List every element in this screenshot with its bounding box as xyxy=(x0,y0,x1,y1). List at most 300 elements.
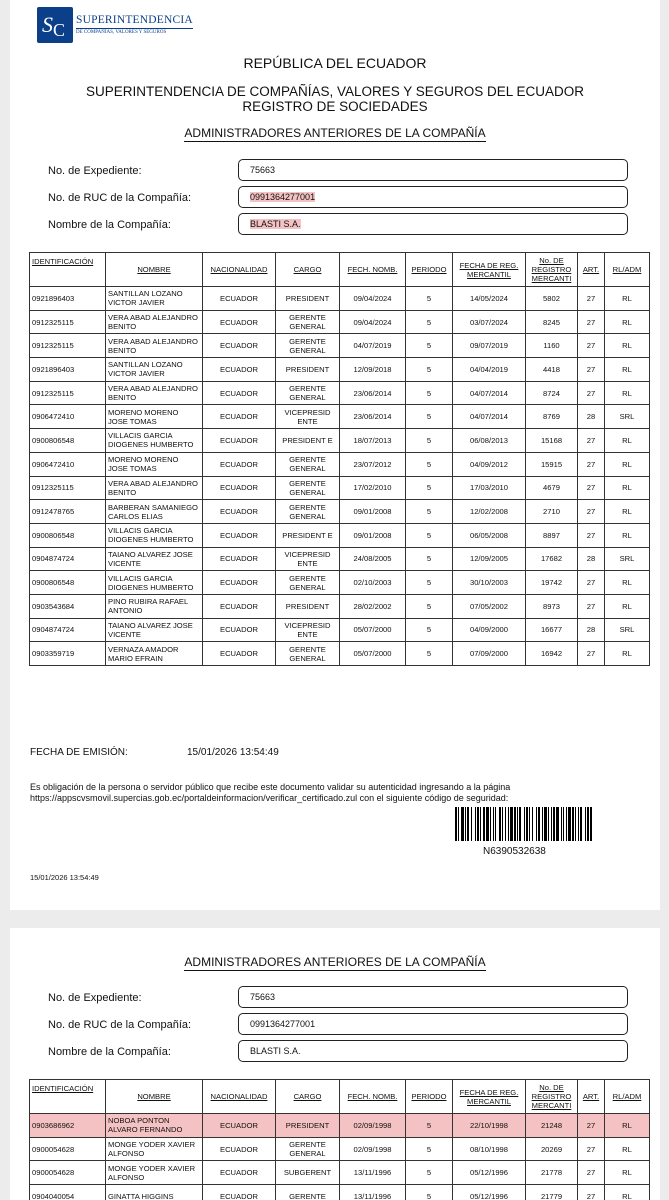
expediente-field xyxy=(238,159,628,181)
table-row xyxy=(30,476,650,500)
cell-periodo: 5 xyxy=(406,1114,453,1138)
barcode-bar xyxy=(483,807,485,841)
cell-fecha-reg: 06/08/2013 xyxy=(453,429,526,453)
cell-fech-nomb: 09/04/2024 xyxy=(340,287,406,311)
header-nombre: NOMBRE xyxy=(106,1080,203,1114)
barcode-bar xyxy=(580,807,582,841)
ruc-value-page-2: 0991364277001 xyxy=(250,1019,316,1029)
cell-fech-nomb: 13/11/1996 xyxy=(340,1185,406,1200)
cell-fecha-reg: 17/03/2010 xyxy=(453,476,526,500)
cell-periodo: 5 xyxy=(406,358,453,382)
table-row xyxy=(30,381,650,405)
verification-note-line1: Es obligación de la persona o servidor público que recibe este documento validar su autenticidad ingresando a la página xyxy=(30,782,511,792)
nombre-field xyxy=(238,213,628,235)
cell-fecha-reg: 09/07/2019 xyxy=(453,334,526,358)
cell-fecha-reg: 12/02/2008 xyxy=(453,500,526,524)
cell-fecha-reg: 08/10/1998 xyxy=(453,1137,526,1161)
cell-nombre: PINO RUBIRA RAFAEL ANTONIO xyxy=(106,594,203,618)
cell-identificacion: 0900806548 xyxy=(30,523,106,547)
cell-identificacion: 0900806548 xyxy=(30,571,106,595)
cell-rl-adm: RL xyxy=(605,381,650,405)
table-row xyxy=(30,287,650,311)
cell-nombre: MORENO MORENO JOSE TOMAS xyxy=(106,452,203,476)
cell-art: 28 xyxy=(578,547,605,571)
cell-no-registro: 15168 xyxy=(526,429,578,453)
cell-nacionalidad: ECUADOR xyxy=(203,642,276,666)
table-row xyxy=(30,405,650,429)
cell-nacionalidad: ECUADOR xyxy=(203,381,276,405)
cell-cargo: GERENTE GENERAL xyxy=(276,452,340,476)
cell-no-registro: 8973 xyxy=(526,594,578,618)
cell-art: 27 xyxy=(578,1114,605,1138)
cell-fecha-reg: 05/12/1996 xyxy=(453,1185,526,1200)
cell-no-registro: 16677 xyxy=(526,618,578,642)
expediente-field-page-2 xyxy=(238,986,628,1008)
cell-fech-nomb: 12/09/2018 xyxy=(340,358,406,382)
cell-nacionalidad: ECUADOR xyxy=(203,358,276,382)
cell-art: 27 xyxy=(578,594,605,618)
cell-periodo: 5 xyxy=(406,642,453,666)
cell-fech-nomb: 24/08/2005 xyxy=(340,547,406,571)
table-row xyxy=(30,429,650,453)
cell-nombre: VILLACIS GARCIA DIOGENES HUMBERTO xyxy=(106,429,203,453)
agency-heading xyxy=(10,84,660,114)
barcode-bar xyxy=(578,807,579,841)
cell-fech-nomb: 23/07/2012 xyxy=(340,452,406,476)
logo-name: SUPERINTENDENCIA xyxy=(76,15,193,29)
header-no-registro: No. DE REGISTRO MERCANTI xyxy=(526,253,578,287)
cell-nacionalidad: ECUADOR xyxy=(203,594,276,618)
cell-fech-nomb: 17/02/2010 xyxy=(340,476,406,500)
table-row xyxy=(30,1137,650,1161)
cell-no-registro: 21248 xyxy=(526,1114,578,1138)
cell-no-registro: 20269 xyxy=(526,1137,578,1161)
cell-nombre: MONGE YODER XAVIER ALFONSO xyxy=(106,1137,203,1161)
barcode-bar xyxy=(502,807,503,841)
cell-nombre: NOBOA PONTON ALVARO FERNANDO xyxy=(106,1114,203,1138)
barcode-bar xyxy=(548,807,549,841)
header-nacionalidad: NACIONALIDAD xyxy=(203,1080,276,1114)
cell-nacionalidad: ECUADOR xyxy=(203,547,276,571)
cell-cargo: PRESIDENT xyxy=(276,358,340,382)
cell-rl-adm: RL xyxy=(605,500,650,524)
cell-no-registro: 8769 xyxy=(526,405,578,429)
cell-identificacion: 0912325115 xyxy=(30,381,106,405)
barcode-bar xyxy=(524,807,525,841)
barcode-bar xyxy=(486,807,489,841)
header-cargo: CARGO xyxy=(276,1080,340,1114)
republic-heading: REPÚBLICA DEL ECUADOR xyxy=(243,55,427,71)
cell-cargo: SUBGERENT xyxy=(276,1161,340,1185)
cell-fecha-reg: 05/12/1996 xyxy=(453,1161,526,1185)
barcode-bar xyxy=(585,807,586,841)
table-row xyxy=(30,547,650,571)
table-row xyxy=(30,358,650,382)
cell-identificacion: 0921896403 xyxy=(30,358,106,382)
ruc-field-page-2 xyxy=(238,1013,628,1035)
cell-identificacion: 0904874724 xyxy=(30,547,106,571)
cell-no-registro: 19742 xyxy=(526,571,578,595)
table-row xyxy=(30,594,650,618)
barcode-bar xyxy=(493,807,494,841)
cell-fech-nomb: 09/01/2008 xyxy=(340,523,406,547)
cell-fech-nomb: 02/09/1998 xyxy=(340,1137,406,1161)
cell-identificacion: 0903686962 xyxy=(30,1114,106,1138)
cell-cargo: PRESIDENT E xyxy=(276,523,340,547)
barcode-bar xyxy=(471,807,472,841)
cell-cargo: GERENTE GENERAL xyxy=(276,476,340,500)
cell-fecha-reg: 04/09/2000 xyxy=(453,618,526,642)
barcode-bar xyxy=(536,807,537,841)
cell-periodo: 5 xyxy=(406,334,453,358)
document-page-1 xyxy=(10,0,660,910)
cell-fecha-reg: 04/07/2014 xyxy=(453,405,526,429)
cell-fecha-reg: 30/10/2003 xyxy=(453,571,526,595)
cell-rl-adm: RL xyxy=(605,571,650,595)
cell-periodo: 5 xyxy=(406,310,453,334)
barcode-bar xyxy=(510,807,513,841)
cell-nacionalidad: ECUADOR xyxy=(203,1137,276,1161)
cell-identificacion: 0912325115 xyxy=(30,476,106,500)
cell-no-registro: 21778 xyxy=(526,1161,578,1185)
cell-fech-nomb: 09/04/2024 xyxy=(340,310,406,334)
barcode-bar xyxy=(508,807,509,841)
cell-nacionalidad: ECUADOR xyxy=(203,523,276,547)
cell-rl-adm: RL xyxy=(605,1137,650,1161)
header-art: ART. xyxy=(578,253,605,287)
barcode-bar xyxy=(461,807,464,841)
cell-art: 27 xyxy=(578,452,605,476)
expediente-value: 75663 xyxy=(250,165,276,175)
section-title-text-page-2: ADMINISTRADORES ANTERIORES DE LA COMPAÑÍA xyxy=(184,955,486,969)
agency-heading-line2: REGISTRO DE SOCIEDADES xyxy=(242,99,428,114)
cell-rl-adm: RL xyxy=(605,1161,650,1185)
section-title-text: ADMINISTRADORES ANTERIORES DE LA COMPAÑÍA xyxy=(184,126,486,140)
cell-fech-nomb: 02/09/1998 xyxy=(340,1114,406,1138)
cell-art: 28 xyxy=(578,405,605,429)
barcode-bar xyxy=(458,807,459,841)
cell-nombre: MORENO MORENO JOSE TOMAS xyxy=(106,405,203,429)
cell-nacionalidad: ECUADOR xyxy=(203,287,276,311)
cell-no-registro: 5802 xyxy=(526,287,578,311)
security-barcode xyxy=(455,807,645,841)
agency-heading-line1: SUPERINTENDENCIA DE COMPAÑÍAS, VALORES Y SEGUROS DEL ECUADOR xyxy=(85,84,585,99)
cell-nombre: VERA ABAD ALEJANDRO BENITO xyxy=(106,334,203,358)
barcode-bar xyxy=(587,807,589,841)
cell-fecha-reg: 04/04/2019 xyxy=(453,358,526,382)
cell-rl-adm: RL xyxy=(605,287,650,311)
verification-note-line2: https://appscvsmovil.supercias.gob.ec/portaldeinformacion/verificar_certificado.zul con el siguiente código de seguridad: xyxy=(30,793,509,803)
cell-nacionalidad: ECUADOR xyxy=(203,405,276,429)
cell-identificacion: 0904040054 xyxy=(30,1185,106,1200)
cell-periodo: 5 xyxy=(406,523,453,547)
barcode-bar xyxy=(561,807,562,841)
cell-no-registro: 2710 xyxy=(526,500,578,524)
header-fecha-reg: FECHA DE REG. MERCANTIL xyxy=(453,1080,526,1114)
cell-periodo: 5 xyxy=(406,452,453,476)
cell-cargo: GERENTE GENERAL xyxy=(276,500,340,524)
cell-rl-adm: RL xyxy=(605,429,650,453)
cell-nombre: VERA ABAD ALEJANDRO BENITO xyxy=(106,381,203,405)
cell-art: 27 xyxy=(578,571,605,595)
table-row xyxy=(30,618,650,642)
barcode-bar xyxy=(465,807,466,841)
barcode-bar xyxy=(544,807,547,841)
ruc-field xyxy=(238,186,628,208)
cell-cargo: VICEPRESID ENTE xyxy=(276,405,340,429)
cell-fecha-reg: 03/07/2024 xyxy=(453,310,526,334)
cell-identificacion: 0900806548 xyxy=(30,429,106,453)
table-row xyxy=(30,334,650,358)
cell-cargo: VICEPRESID ENTE xyxy=(276,618,340,642)
cell-identificacion: 0912325115 xyxy=(30,334,106,358)
cell-fecha-reg: 04/07/2014 xyxy=(453,381,526,405)
footer-timestamp: 15/01/2026 13:54:49 xyxy=(30,873,99,882)
barcode-bar xyxy=(556,807,559,841)
cell-fech-nomb: 05/07/2000 xyxy=(340,642,406,666)
supercias-emblem-icon xyxy=(37,7,73,43)
cell-rl-adm: RL xyxy=(605,358,650,382)
cell-nacionalidad: ECUADOR xyxy=(203,452,276,476)
table-row xyxy=(30,310,650,334)
cell-rl-adm: RL xyxy=(605,310,650,334)
header-nombre: NOMBRE xyxy=(106,253,203,287)
cell-rl-adm: RL xyxy=(605,476,650,500)
administrators-table-page-1 xyxy=(29,252,650,666)
header-identificacion: IDENTIFICACIÓN xyxy=(30,253,106,287)
barcode-bar xyxy=(475,807,476,841)
cell-art: 27 xyxy=(578,358,605,382)
cell-identificacion: 0921896403 xyxy=(30,287,106,311)
cell-nacionalidad: ECUADOR xyxy=(203,429,276,453)
cell-nombre: VILLACIS GARCIA DIOGENES HUMBERTO xyxy=(106,571,203,595)
cell-nombre: VILLACIS GARCIA DIOGENES HUMBERTO xyxy=(106,523,203,547)
ruc-value: 0991364277001 xyxy=(250,192,316,202)
table-header-row xyxy=(30,1080,650,1114)
cell-art: 27 xyxy=(578,1161,605,1185)
table-header-row xyxy=(30,253,650,287)
barcode-bar xyxy=(477,807,479,841)
barcode-bar xyxy=(467,807,469,841)
cell-identificacion: 0912478765 xyxy=(30,500,106,524)
barcode-bar xyxy=(572,807,574,841)
cell-nacionalidad: ECUADOR xyxy=(203,1114,276,1138)
cell-no-registro: 17682 xyxy=(526,547,578,571)
cell-rl-adm: RL xyxy=(605,452,650,476)
barcode-bar xyxy=(517,807,518,841)
header-art: ART. xyxy=(578,1080,605,1114)
cell-art: 28 xyxy=(578,618,605,642)
cell-nacionalidad: ECUADOR xyxy=(203,1161,276,1185)
nombre-label: Nombre de la Compañía: xyxy=(48,219,171,231)
table-row xyxy=(30,1161,650,1185)
cell-nombre: MONGE YODER XAVIER ALFONSO xyxy=(106,1161,203,1185)
cell-rl-adm: RL xyxy=(605,334,650,358)
cell-art: 27 xyxy=(578,523,605,547)
cell-nacionalidad: ECUADOR xyxy=(203,310,276,334)
cell-periodo: 5 xyxy=(406,429,453,453)
cell-no-registro: 4679 xyxy=(526,476,578,500)
cell-nombre: GINATTA HIGGINS xyxy=(106,1185,203,1200)
barcode-bar xyxy=(542,807,543,841)
barcode-bar xyxy=(490,807,491,841)
cell-nombre: SANTILLAN LOZANO VICTOR JAVIER xyxy=(106,287,203,311)
cell-no-registro: 8245 xyxy=(526,310,578,334)
cell-cargo: VICEPRESID ENTE xyxy=(276,547,340,571)
cell-identificacion: 0900054628 xyxy=(30,1137,106,1161)
table-row xyxy=(30,452,650,476)
supercias-logo xyxy=(37,7,193,43)
header-fech-nomb: FECH. NOMB. xyxy=(340,1080,406,1114)
cell-nacionalidad: ECUADOR xyxy=(203,618,276,642)
cell-identificacion: 0912325115 xyxy=(30,310,106,334)
svg-text:C: C xyxy=(53,20,66,40)
cell-fech-nomb: 04/07/2019 xyxy=(340,334,406,358)
cell-nombre: VERNAZA AMADOR MARIO EFRAIN xyxy=(106,642,203,666)
header-identificacion: IDENTIFICACIÓN xyxy=(30,1080,106,1114)
cell-nacionalidad: ECUADOR xyxy=(203,334,276,358)
barcode-bar xyxy=(480,807,481,841)
table-row xyxy=(30,1114,650,1138)
section-title-page-2 xyxy=(10,955,660,969)
cell-art: 27 xyxy=(578,429,605,453)
cell-art: 27 xyxy=(578,476,605,500)
cell-rl-adm: SRL xyxy=(605,405,650,429)
cell-fecha-reg: 22/10/1998 xyxy=(453,1114,526,1138)
cell-rl-adm: SRL xyxy=(605,547,650,571)
ruc-label: No. de RUC de la Compañía: xyxy=(48,192,192,204)
expediente-label-page-2: No. de Expediente: xyxy=(48,992,142,1004)
table-row xyxy=(30,500,650,524)
cell-cargo: PRESIDENT xyxy=(276,594,340,618)
emision-value: 15/01/2026 13:54:49 xyxy=(187,747,279,758)
cell-cargo: GERENTE GENERAL xyxy=(276,571,340,595)
header-fech-nomb: FECH. NOMB. xyxy=(340,253,406,287)
cell-nombre: TAIANO ALVAREZ JOSE VICENTE xyxy=(106,618,203,642)
barcode-bar xyxy=(514,807,516,841)
cell-rl-adm: RL xyxy=(605,1114,650,1138)
cell-art: 27 xyxy=(578,334,605,358)
administrators-table-page-2 xyxy=(29,1079,650,1200)
table-row xyxy=(30,1185,650,1200)
barcode-bar xyxy=(551,807,552,841)
cell-cargo: GERENTE GENERAL xyxy=(276,381,340,405)
header-nacionalidad: NACIONALIDAD xyxy=(203,253,276,287)
cell-periodo: 5 xyxy=(406,547,453,571)
cell-nacionalidad: ECUADOR xyxy=(203,571,276,595)
cell-nombre: VERA ABAD ALEJANDRO BENITO xyxy=(106,476,203,500)
cell-fecha-reg: 06/05/2008 xyxy=(453,523,526,547)
barcode-bar xyxy=(563,807,564,841)
cell-no-registro: 8897 xyxy=(526,523,578,547)
header-no-registro: No. DE REGISTRO MERCANTI xyxy=(526,1080,578,1114)
cell-periodo: 5 xyxy=(406,405,453,429)
barcode-bar xyxy=(499,807,501,841)
barcode-bar xyxy=(529,807,530,841)
cell-identificacion: 0900054628 xyxy=(30,1161,106,1185)
cell-periodo: 5 xyxy=(406,287,453,311)
header-fecha-reg: FECHA DE REG. MERCANTIL xyxy=(453,253,526,287)
nombre-value-page-2: BLASTI S.A. xyxy=(250,1046,301,1056)
cell-fech-nomb: 18/07/2013 xyxy=(340,429,406,453)
barcode-bar xyxy=(455,807,457,841)
verification-note xyxy=(30,782,645,804)
cell-rl-adm: RL xyxy=(605,594,650,618)
svg-text:S: S xyxy=(42,12,53,37)
cell-identificacion: 0903359719 xyxy=(30,642,106,666)
barcode-bar xyxy=(568,807,571,841)
cell-nombre: VERA ABAD ALEJANDRO BENITO xyxy=(106,310,203,334)
cell-cargo: PRESIDENT xyxy=(276,1114,340,1138)
barcode-bar xyxy=(590,807,592,841)
cell-cargo: GERENTE GENERAL xyxy=(276,334,340,358)
nombre-field-page-2 xyxy=(238,1040,628,1062)
barcode-bar xyxy=(519,807,521,841)
header-cargo: CARGO xyxy=(276,253,340,287)
cell-nacionalidad: ECUADOR xyxy=(203,1185,276,1200)
cell-cargo: PRESIDENT xyxy=(276,287,340,311)
section-title xyxy=(10,126,660,140)
cell-cargo: GERENTE xyxy=(276,1185,340,1200)
cell-periodo: 5 xyxy=(406,571,453,595)
cell-periodo: 5 xyxy=(406,618,453,642)
expediente-label: No. de Expediente: xyxy=(48,165,142,177)
cell-fecha-reg: 07/09/2000 xyxy=(453,642,526,666)
header-rl-adm: RL/ADM xyxy=(605,1080,650,1114)
cell-fech-nomb: 28/02/2002 xyxy=(340,594,406,618)
barcode-bar xyxy=(526,807,528,841)
logo-subtitle: DE COMPAÑÍAS, VALORES Y SEGUROS xyxy=(76,29,167,35)
cell-fech-nomb: 05/07/2000 xyxy=(340,618,406,642)
barcode-bar xyxy=(553,807,555,841)
cell-periodo: 5 xyxy=(406,476,453,500)
cell-identificacion: 0906472410 xyxy=(30,405,106,429)
cell-nombre: TAIANO ALVAREZ JOSE VICENTE xyxy=(106,547,203,571)
cell-rl-adm: RL xyxy=(605,642,650,666)
expediente-value-page-2: 75663 xyxy=(250,992,276,1002)
cell-cargo: PRESIDENT E xyxy=(276,429,340,453)
cell-art: 27 xyxy=(578,1185,605,1200)
cell-art: 27 xyxy=(578,381,605,405)
barcode-bar xyxy=(505,807,506,841)
cell-nombre: SANTILLAN LOZANO VICTOR JAVIER xyxy=(106,358,203,382)
table-row xyxy=(30,523,650,547)
cell-identificacion: 0906472410 xyxy=(30,452,106,476)
cell-fecha-reg: 07/05/2002 xyxy=(453,594,526,618)
table-row xyxy=(30,571,650,595)
cell-art: 27 xyxy=(578,310,605,334)
cell-fech-nomb: 23/06/2014 xyxy=(340,405,406,429)
cell-fecha-reg: 14/05/2024 xyxy=(453,287,526,311)
table-row xyxy=(30,642,650,666)
cell-cargo: GERENTE GENERAL xyxy=(276,642,340,666)
cell-nombre: BARBERAN SAMANIEGO CARLOS ELIAS xyxy=(106,500,203,524)
cell-no-registro: 16942 xyxy=(526,642,578,666)
cell-art: 27 xyxy=(578,1137,605,1161)
cell-no-registro: 21779 xyxy=(526,1185,578,1200)
cell-art: 27 xyxy=(578,500,605,524)
cell-art: 27 xyxy=(578,642,605,666)
cell-no-registro: 15915 xyxy=(526,452,578,476)
cell-fech-nomb: 09/01/2008 xyxy=(340,500,406,524)
cell-fech-nomb: 13/11/1996 xyxy=(340,1161,406,1185)
cell-nacionalidad: ECUADOR xyxy=(203,476,276,500)
cell-periodo: 5 xyxy=(406,1185,453,1200)
header-periodo: PERIODO xyxy=(406,253,453,287)
cell-rl-adm: RL xyxy=(605,523,650,547)
barcode-bar xyxy=(495,807,496,841)
cell-cargo: GERENTE GENERAL xyxy=(276,1137,340,1161)
